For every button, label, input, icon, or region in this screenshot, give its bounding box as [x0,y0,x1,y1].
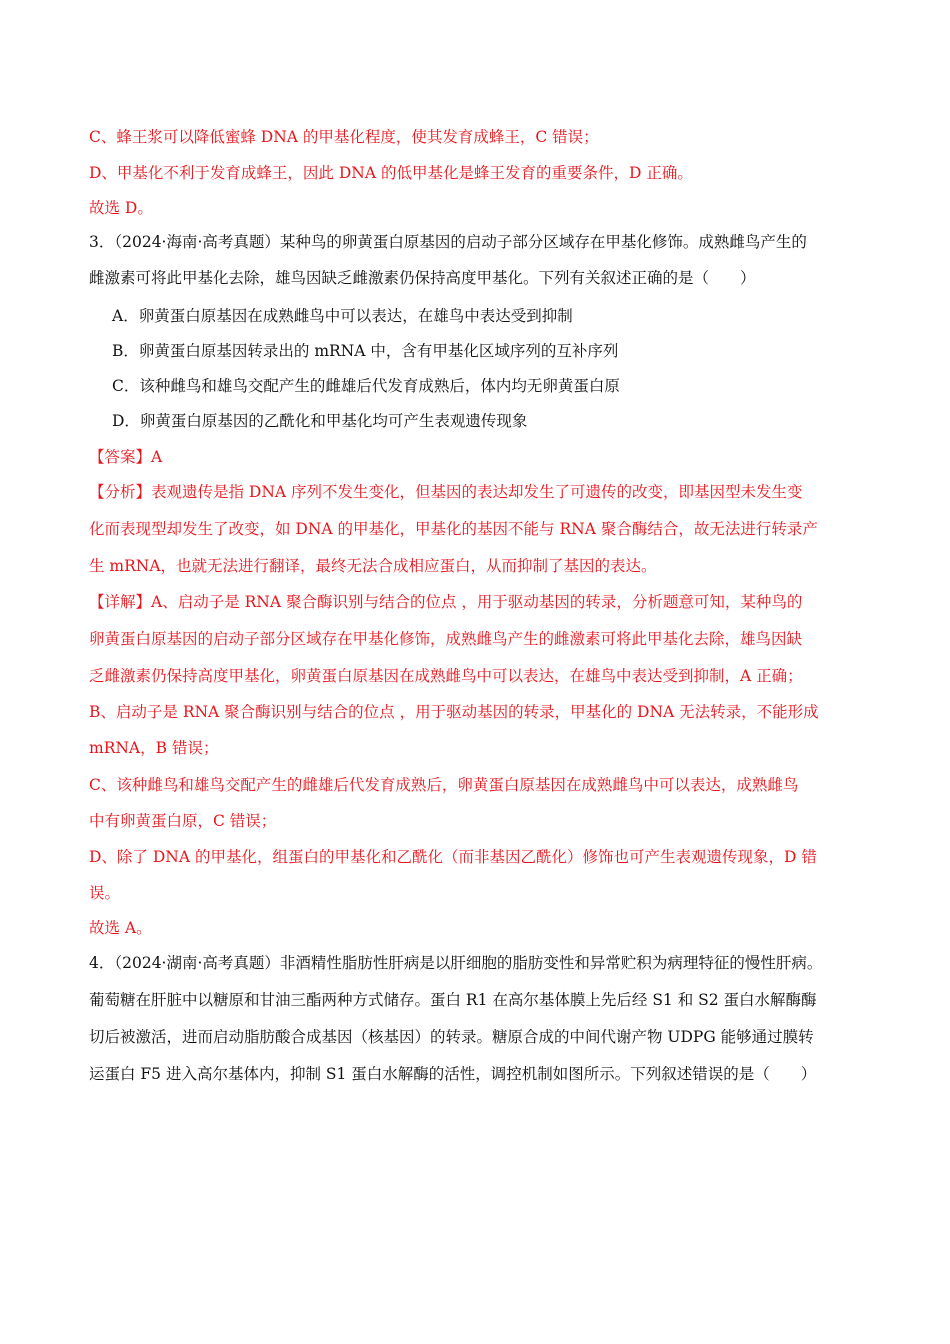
question-4-stem: 葡萄糖在肝脏中以糖原和甘油三酯两种方式储存。蛋白 R1 在高尔基体膜上先后经 S1 和 S2 蛋白水解酶酶 [89,991,817,1009]
detail-line: C、该种雌鸟和雄鸟交配产生的雌雄后代发育成熟后，卵黄蛋白原基因在成熟雌鸟中可以表达，成熟雌鸟 [89,776,799,794]
detail-line: 卵黄蛋白原基因的启动子部分区域存在甲基化修饰，成熟雌鸟产生的雌激素可将此甲基化去除，雄鸟因缺 [89,630,803,648]
conclusion-line: 故选 A。 [89,919,152,937]
detail-line: 误。 [89,884,121,902]
detail-line: 【详解】A、启动子是 RNA 聚合酶识别与结合的位点 ，用于驱动基因的转录，分析题意可知，某种鸟的 [89,593,803,611]
detail-line: D、除了 DNA 的甲基化，组蛋白的甲基化和乙酰化（而非基因乙酰化）修饰也可产生表观遗传现象，D 错 [89,848,817,866]
question-4-stem: 切后被激活，进而启动脂肪酸合成基因（核基因）的转录。糖原合成的中间代谢产物 UDPG 能够通过膜转 [89,1028,814,1046]
question-4-stem: 运蛋白 F5 进入高尔基体内，抑制 S1 蛋白水解酶的活性，调控机制如图所示。下列叙述错误的是（ ） [89,1065,817,1083]
option-c: C．该种雌鸟和雄鸟交配产生的雌雄后代发育成熟后，体内均无卵黄蛋白原 [112,377,620,395]
question-4-stem: 4．（2024·湖南·高考真题）非酒精性脂肪性肝病是以肝细胞的脂肪变性和异常贮积为病理特征的慢性肝病。 [89,954,823,972]
answer-line: 【答案】A [89,448,163,466]
option-d: D．卵黄蛋白原基因的乙酰化和甲基化均可产生表观遗传现象 [112,412,528,430]
detail-line: 乏雌激素仍保持高度甲基化，卵黄蛋白原基因在成熟雌鸟中可以表达，在雄鸟中表达受到抑制，A 正确； [89,667,803,685]
analysis-line: 化而表现型却发生了改变，如 DNA 的甲基化，甲基化的基因不能与 RNA 聚合酶结合，故无法进行转录产 [89,520,818,538]
analysis-line: 生 mRNA，也就无法进行翻译，最终无法合成相应蛋白，从而抑制了基因的表达。 [89,557,657,575]
text-line: C、蜂王浆可以降低蜜蜂 DNA 的甲基化程度，使其发育成蜂王，C 错误； [89,128,599,146]
question-3-stem: 3．（2024·海南·高考真题）某种鸟的卵黄蛋白原基因的启动子部分区域存在甲基化修饰。成熟雌鸟产生的 [89,233,807,251]
option-b: B．卵黄蛋白原基因转录出的 mRNA 中，含有甲基化区域序列的互补序列 [112,342,619,360]
question-3-stem: 雌激素可将此甲基化去除，雄鸟因缺乏雌激素仍保持高度甲基化。下列有关叙述正确的是（ ） [89,269,756,287]
option-a: A．卵黄蛋白原基因在成熟雌鸟中可以表达，在雄鸟中表达受到抑制 [112,307,573,325]
detail-line: 中有卵黄蛋白原，C 错误； [89,812,277,830]
text-line: 故选 D。 [89,199,153,217]
analysis-line: 【分析】表观遗传是指 DNA 序列不发生变化，但基因的表达却发生了可遗传的改变，即基因型未发生变 [89,483,803,501]
text-line: D、甲基化不利于发育成蜂王，因此 DNA 的低甲基化是蜂王发育的重要条件，D 正确。 [89,164,693,182]
detail-line: mRNA，B 错误； [89,739,219,757]
detail-line: B、启动子是 RNA 聚合酶识别与结合的位点 ，用于驱动基因的转录，甲基化的 DNA 无法转录，不能形成 [89,703,819,721]
